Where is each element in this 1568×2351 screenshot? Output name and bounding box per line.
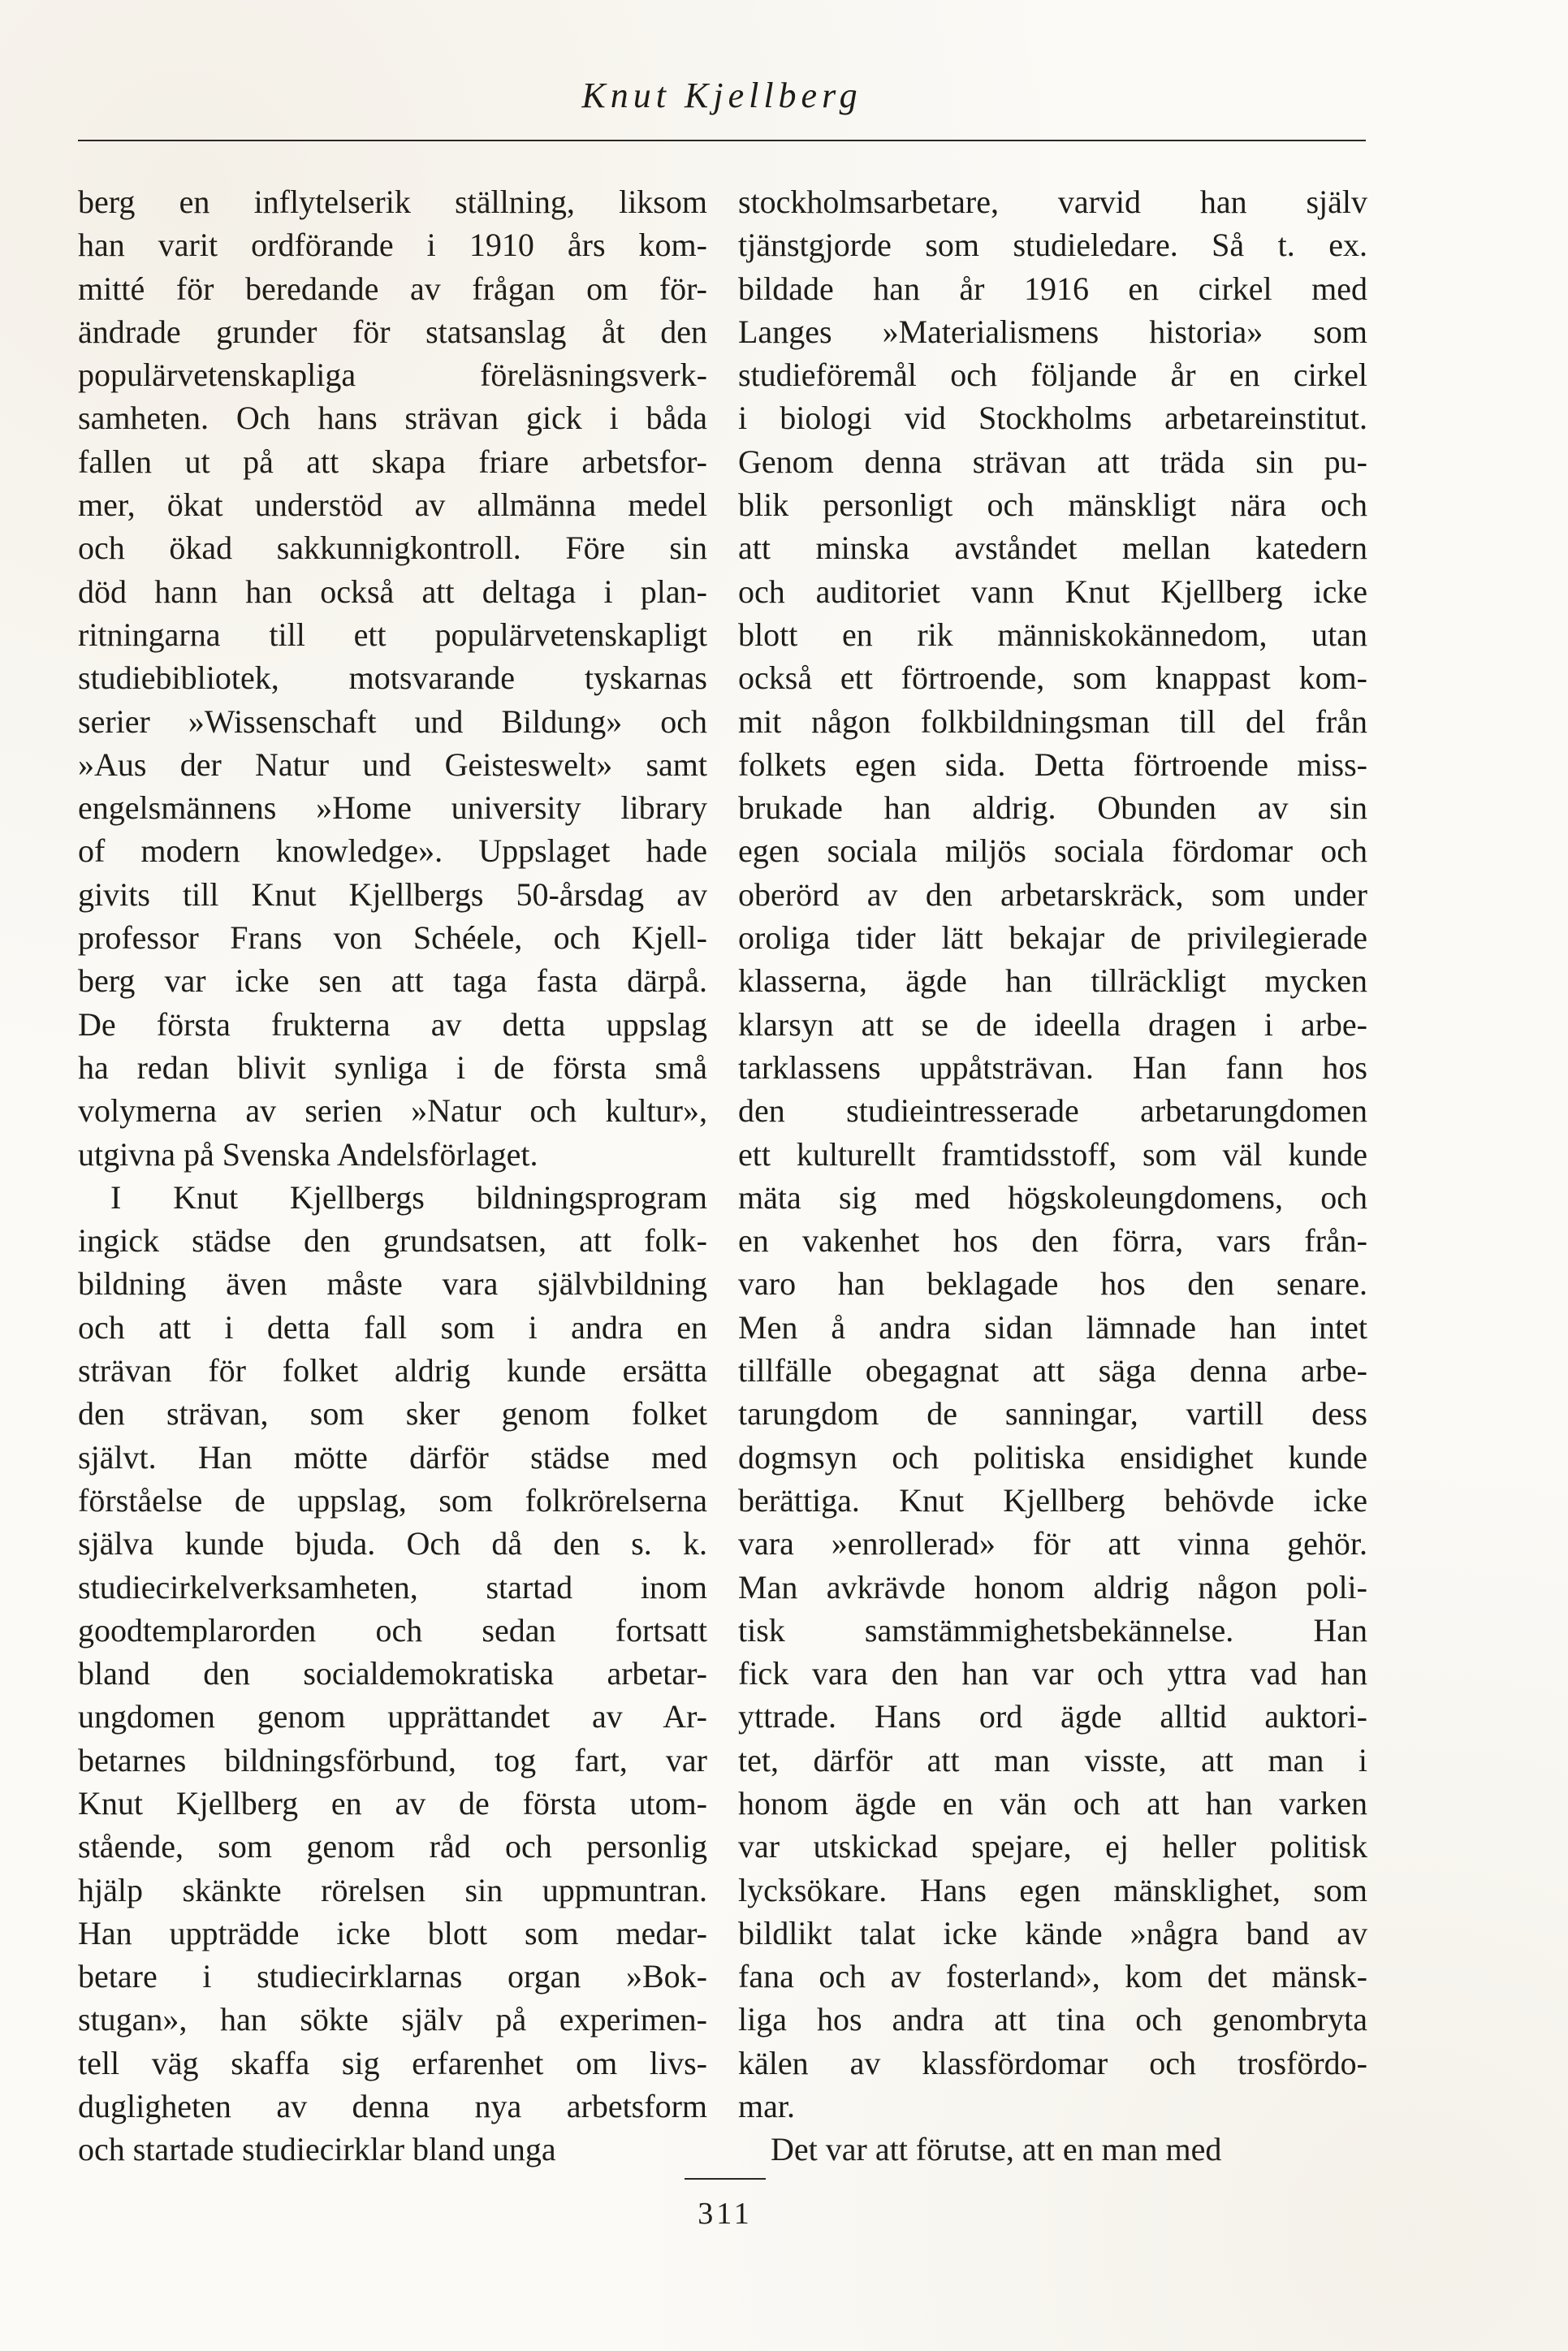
- text-line: ingick städse den grundsatsen, att folk-: [78, 1222, 707, 1260]
- text-line: ritningarna till ett populärvetenskapligt: [78, 616, 707, 653]
- text-line: och att i detta fall som i andra en: [78, 1308, 707, 1346]
- text-line: var utskickad spejare, ej heller politisk: [738, 1828, 1367, 1865]
- text-line: mit någon folkbildningsman till del från: [738, 702, 1367, 740]
- text-line: givits till Knut Kjellbergs 50-årsdag av: [78, 875, 707, 913]
- text-line: fana och av fosterland», kom det mänsk-: [738, 1958, 1367, 1995]
- text-line: Men å andra sidan lämnade han intet: [738, 1308, 1367, 1346]
- right-column: [738, 180, 1367, 2172]
- text-line: hjälp skänkte rörelsen sin uppmuntran.: [78, 1871, 707, 1908]
- text-line: fallen ut på att skapa friare arbetsfor-: [78, 443, 707, 480]
- text-line: berättiga. Knut Kjellberg behövde icke: [738, 1481, 1367, 1519]
- text-line: dugligheten av denna nya arbetsform: [78, 2088, 707, 2125]
- text-line: of modern knowledge». Uppslaget hade: [78, 832, 707, 870]
- text-line: klarsyn att se de ideella dragen i arbe-: [738, 1005, 1367, 1043]
- text-line: »Aus der Natur und Geisteswelt» samt: [78, 745, 707, 783]
- header-rule: [78, 140, 1366, 141]
- text-line: ungdomen genom upprättandet av Ar-: [78, 1698, 707, 1735]
- text-line: goodtemplarorden och sedan fortsatt: [78, 1611, 707, 1649]
- text-line: död hann han också att deltaga i plan-: [78, 573, 707, 610]
- text-line: mitté för beredande av frågan om för-: [78, 270, 707, 307]
- text-line: mer, ökat understöd av allmänna medel: [78, 486, 707, 524]
- text-line: och ökad sakkunnigkontroll. Före sin: [78, 529, 707, 567]
- text-line: samheten. Och hans strävan gick i båda: [78, 400, 707, 437]
- text-line: kälen av klassfördomar och trosfördo-: [738, 2044, 1367, 2081]
- text-line: fick vara den han var och yttra vad han: [738, 1655, 1367, 1692]
- text-line: förståelse de uppslag, som folkrörelserna: [78, 1481, 707, 1519]
- text-line: tjänstgjorde som studieledare. Så t. ex.: [738, 227, 1367, 264]
- text-line: en vakenhet hos den förra, vars från-: [738, 1222, 1367, 1260]
- text-line: studieföremål och följande år en cirkel: [738, 357, 1367, 394]
- text-line: självt. Han mötte därför städse med: [78, 1438, 707, 1476]
- footer-rule: [685, 2178, 766, 2180]
- text-line: och startade studiecirklar bland unga: [78, 2131, 556, 2168]
- text-line: att minska avståndet mellan katedern: [738, 529, 1367, 567]
- text-line: stockholmsarbetare, varvid han själv: [738, 184, 1367, 220]
- text-line: blik personligt och mänskligt nära och: [738, 486, 1367, 524]
- page-number: 311: [698, 2197, 753, 2231]
- text-line: yttrade. Hans ord ägde alltid auktori-: [738, 1698, 1367, 1735]
- text-line: I Knut Kjellbergs bildningsprogram: [110, 1178, 707, 1216]
- text-line: bildlikt talat icke kände »några band av: [738, 1914, 1367, 1951]
- text-line: volymerna av serien »Natur och kultur»,: [78, 1092, 707, 1130]
- text-line: varo han beklagade hos den senare.: [738, 1265, 1367, 1303]
- text-line: bildade han år 1916 en cirkel med: [738, 270, 1367, 307]
- text-line: honom ägde en vän och att han varken: [738, 1784, 1367, 1822]
- text-line: ändrade grunder för statsanslag åt den: [78, 313, 707, 350]
- text-line: vara »enrollerad» för att vinna gehör.: [738, 1525, 1367, 1562]
- text-line: studiebibliotek, motsvarande tyskarnas: [78, 659, 707, 697]
- text-line: Man avkrävde honom aldrig någon poli-: [738, 1568, 1367, 1606]
- text-line: egen sociala miljös sociala fördomar och: [738, 832, 1367, 870]
- text-line: professor Frans von Schéele, och Kjell-: [78, 919, 707, 957]
- text-line: brukade han aldrig. Obunden av sin: [738, 789, 1367, 827]
- text-line: ha redan blivit synliga i de första små: [78, 1048, 707, 1086]
- text-line: Knut Kjellberg en av de första utom-: [78, 1784, 707, 1822]
- text-line: berg en inflytelserik ställning, liksom: [78, 184, 707, 220]
- text-line: serier »Wissenschaft und Bildung» och: [78, 702, 707, 740]
- text-line: betare i studiecirklarnas organ »Bok-: [78, 1958, 707, 1995]
- text-line: den strävan, som sker genom folket: [78, 1395, 707, 1433]
- text-line: utgivna på Svenska Andelsförlaget.: [78, 1135, 538, 1173]
- text-line: strävan för folket aldrig kunde ersätta: [78, 1352, 707, 1389]
- text-line: tisk samstämmighetsbekännelse. Han: [738, 1611, 1367, 1649]
- text-line: tet, därför att man visste, att man i: [738, 1741, 1367, 1778]
- text-line: populärvetenskapliga föreläsningsverk-: [78, 357, 707, 394]
- text-line: Langes »Materialismens historia» som: [738, 313, 1367, 350]
- text-line: liga hos andra att tina och genombryta: [738, 2001, 1367, 2038]
- text-line: De första frukterna av detta uppslag: [78, 1005, 707, 1043]
- text-line: dogmsyn och politiska ensidighet kunde: [738, 1438, 1367, 1476]
- text-line: han varit ordförande i 1910 års kom-: [78, 227, 707, 264]
- text-line: tillfälle obegagnat att säga denna arbe-: [738, 1352, 1367, 1389]
- text-line: engelsmännens »Home university library: [78, 789, 707, 827]
- text-line: också ett förtroende, som knappast kom-: [738, 659, 1367, 697]
- text-line: tell väg skaffa sig erfarenhet om livs-: [78, 2044, 707, 2081]
- text-line: lycksökare. Hans egen mänsklighet, som: [738, 1871, 1367, 1908]
- text-line: tarungdom de sanningar, vartill dess: [738, 1395, 1367, 1433]
- text-line: ett kulturellt framtidsstoff, som väl kunde: [738, 1135, 1367, 1173]
- text-line: i biologi vid Stockholms arbetareinstitut.: [738, 400, 1367, 437]
- text-line: klasserna, ägde han tillräckligt mycken: [738, 962, 1367, 1000]
- text-line: stående, som genom råd och personlig: [78, 1828, 707, 1865]
- text-line: mar.: [738, 2088, 795, 2125]
- text-line: stugan», han sökte själv på experimen-: [78, 2001, 707, 2038]
- text-line: Han uppträdde icke blott som medar-: [78, 1914, 707, 1951]
- text-line: bildning även måste vara självbildning: [78, 1265, 707, 1303]
- left-column: [78, 180, 707, 2172]
- text-line: själva kunde bjuda. Och då den s. k.: [78, 1525, 707, 1562]
- text-line: oberörd av den arbetarskräck, som under: [738, 875, 1367, 913]
- text-line: studiecirkelverksamheten, startad inom: [78, 1568, 707, 1606]
- text-line: oroliga tider lätt bekajar de privilegierade: [738, 919, 1367, 957]
- text-line: folkets egen sida. Detta förtroende miss-: [738, 745, 1367, 783]
- text-line: bland den socialdemokratiska arbetar-: [78, 1655, 707, 1692]
- text-line: och auditoriet vann Knut Kjellberg icke: [738, 573, 1367, 610]
- text-line: Genom denna strävan att träda sin pu-: [738, 443, 1367, 480]
- text-line: blott en rik människokännedom, utan: [738, 616, 1367, 653]
- running-head-title: Knut Kjellberg: [581, 76, 862, 115]
- text-line: mäta sig med högskoleungdomens, och: [738, 1178, 1367, 1216]
- text-line: Det var att förutse, att en man med: [771, 2131, 1222, 2168]
- text-line: berg var icke sen att taga fasta därpå.: [78, 962, 707, 1000]
- text-line: betarnes bildningsförbund, tog fart, var: [78, 1741, 707, 1778]
- text-line: tarklassens uppåtsträvan. Han fann hos: [738, 1048, 1367, 1086]
- text-line: den studieintresserade arbetarungdomen: [738, 1092, 1367, 1130]
